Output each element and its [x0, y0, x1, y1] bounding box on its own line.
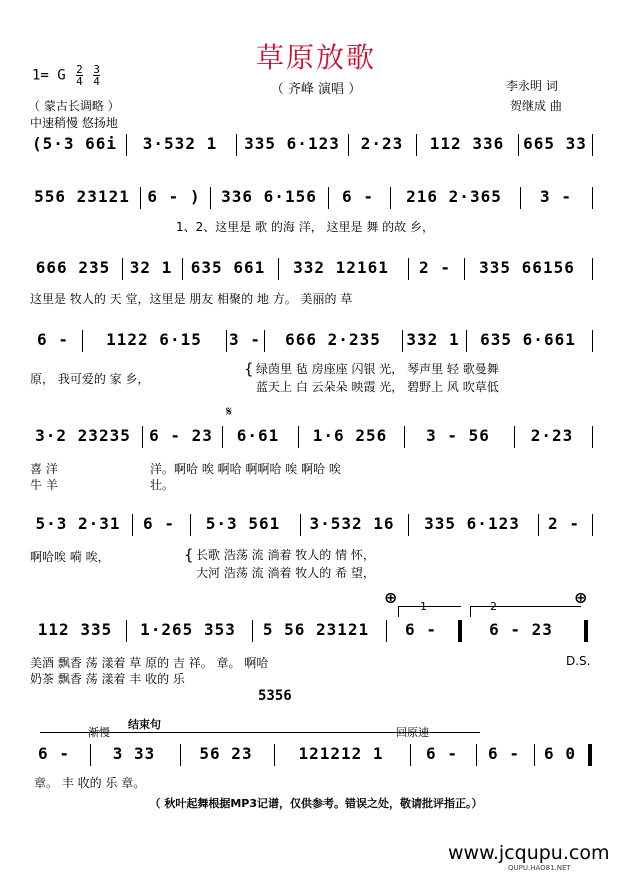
measure: 6 -	[488, 744, 520, 763]
lyric-line: 洋。啊哈 唉 啊哈 啊啊哈 唉 啊哈 唉	[150, 462, 341, 476]
measure: 3 -	[540, 187, 572, 206]
staff-row-2	[30, 185, 595, 209]
coda-icon: ⊕	[574, 588, 588, 607]
measure: 635 6·661	[480, 330, 576, 349]
measure: 56 23	[199, 744, 253, 763]
measure: 6 -	[38, 744, 70, 763]
measure: 666 2·235	[285, 330, 381, 349]
composer-credit: 贺继成 曲	[510, 99, 562, 113]
lyricist-credit: 李永明 词	[506, 79, 558, 93]
measure: 3·532 1	[142, 134, 218, 153]
measure: 32 1	[129, 258, 173, 277]
verse-brace: {	[244, 360, 254, 378]
measure: 2·23	[360, 134, 404, 153]
staff-row-7	[30, 618, 595, 642]
measure: 6 - 23	[149, 426, 213, 445]
measure: 5·3 561	[205, 514, 281, 533]
lyric-line: 啊哈唉 嗬 唉，	[30, 550, 110, 564]
measure: 5·3 2·31	[35, 514, 121, 533]
measure: 665 33	[523, 134, 587, 153]
measure: 1·265 353	[140, 620, 236, 639]
measure: 2 -	[419, 258, 451, 277]
key-label: 1= G	[32, 67, 66, 84]
measure: 6 - 23	[489, 620, 553, 639]
verse-2-lyric: 蓝天上 白 云朵朵 映霞 光， 碧野上 风 吹草低	[256, 380, 499, 394]
lyric-line: 章。 丰 收的 乐 章。	[34, 776, 146, 790]
ending-2-marker: 2	[490, 600, 497, 613]
measure: 332 12161	[293, 258, 389, 277]
tempo-marking: 中速稍慢 悠扬地	[30, 116, 118, 130]
lyric-line: 1、2、这里是 歌 的海 洋， 这里是 舞 的故 乡，	[176, 220, 434, 234]
measure: 332 1	[406, 330, 460, 349]
measure: 5 56 23121	[262, 620, 370, 639]
measure: 3·2 23235	[35, 426, 131, 445]
measure: 556 23121	[34, 187, 130, 206]
measure: 2·23	[530, 426, 574, 445]
measure: 6·61	[236, 426, 280, 445]
measure: 2 -	[548, 514, 580, 533]
measure: 666 235	[35, 258, 111, 277]
measure: 6 -	[426, 744, 458, 763]
verse-1-lyric: 绿茵里 毡 房座座 闪银 光， 琴声里 轻 歌曼舞	[256, 362, 499, 376]
measure: 3·532 16	[309, 514, 395, 533]
verse-1-lyric: 长歌 浩荡 流 淌着 牧人的 情 怀，	[196, 548, 375, 562]
lyric-line: 原， 我可爱的 家 乡，	[30, 372, 150, 386]
staff-row-4	[30, 328, 595, 352]
measure: 336 6·156	[221, 187, 317, 206]
meter-2-4: $\frac{2}{4}$	[76, 63, 83, 88]
staff-row-8	[30, 742, 595, 766]
verse-1-lyric: 喜 洋	[30, 462, 58, 476]
song-title: 草原放歌	[255, 41, 376, 74]
measure: 6 -	[405, 620, 437, 639]
measure: (5·3 66i	[32, 134, 118, 153]
alternate-notes: 5356	[258, 688, 292, 704]
return-tempo-marker: 回原速	[396, 726, 429, 739]
measure: 121212 1	[298, 744, 384, 763]
staff-row-3	[30, 256, 595, 280]
verse-brace: {	[184, 546, 194, 564]
key-signature	[32, 64, 100, 87]
meter-3-4: $\frac{3}{4}$	[93, 63, 100, 88]
measure: 112 335	[37, 620, 113, 639]
transcription-note: （ 秋叶起舞根据MP3记谱，仅供参考。错误之处，敬请批评指正。）	[149, 797, 483, 810]
verse-2-lyric: 奶茶 飘香 荡 漾着 丰 收的 乐	[30, 672, 185, 686]
measure: 635 661	[190, 258, 266, 277]
staff-row-5	[30, 424, 595, 448]
site-watermark: www.jcqupu.com	[448, 842, 610, 864]
measure: 112 336	[429, 134, 505, 153]
mode-marking: （ 蒙古长调略 ）	[28, 99, 120, 113]
ending-section-marker: 结束句	[128, 718, 161, 731]
measure: 3 - 56	[426, 426, 490, 445]
staff-row-1	[30, 132, 595, 156]
measure: 335 66156	[479, 258, 575, 277]
measure: 1122 6·15	[106, 330, 202, 349]
staff-row-6	[30, 512, 595, 536]
measure: 6 -	[143, 514, 175, 533]
measure: 6 -	[37, 330, 69, 349]
verse-1-lyric: 美酒 飘香 荡 漾着 草 原的 吉 祥。 章。 啊哈	[30, 656, 269, 670]
measure: 3 33	[112, 744, 156, 763]
site-watermark-small: QUPU.HAO81.NET	[508, 864, 571, 872]
lyric-line: 壮。	[150, 478, 175, 492]
measure: 335 6·123	[424, 514, 520, 533]
measure: 6 -	[342, 187, 374, 206]
lyric-line: 这里是 牧人的 天 堂，这里是 朋友 相聚的 地 方。 美丽的 草	[30, 292, 353, 306]
tempo-slow-marker: 渐慢	[88, 726, 110, 739]
measure: 6 0	[544, 744, 576, 763]
measure: 216 2·365	[406, 187, 502, 206]
measure: 1·6 256	[312, 426, 388, 445]
measure: 3 -	[229, 330, 261, 349]
ending-1-marker: 1	[420, 600, 427, 613]
measure: 335 6·123	[244, 134, 340, 153]
measure: 6 - )	[147, 187, 201, 206]
coda-icon: ⊕	[384, 588, 398, 607]
segno-icon: 𝄋	[226, 404, 233, 420]
verse-2-lyric: 牛 羊	[30, 478, 58, 492]
dal-segno-marker: D.S.	[566, 654, 591, 668]
verse-2-lyric: 大河 浩荡 流 淌着 牧人的 希 望，	[196, 566, 375, 580]
performer-credit: （ 齐峰 演唱 ）	[270, 82, 362, 97]
